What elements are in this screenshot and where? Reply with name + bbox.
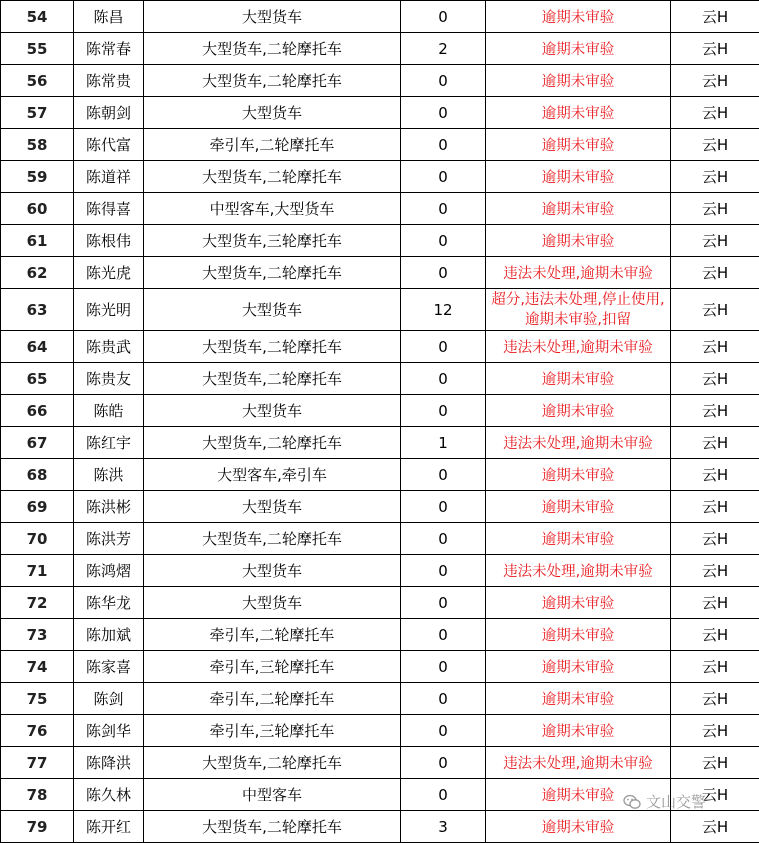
penalty-points: 1 (401, 427, 486, 459)
row-number: 55 (1, 33, 74, 65)
license-class: 中型客车 (144, 779, 401, 811)
table-row (1, 65, 759, 97)
penalty-points: 0 (401, 1, 486, 33)
table-row (1, 289, 759, 331)
driver-name: 陈降洪 (74, 747, 144, 779)
driver-name: 陈光虎 (74, 257, 144, 289)
region-code: 云H (671, 459, 759, 491)
penalty-points: 0 (401, 65, 486, 97)
table-row (1, 161, 759, 193)
table-row (1, 427, 759, 459)
driver-name: 陈代富 (74, 129, 144, 161)
region-code: 云H (671, 363, 759, 395)
license-status: 逾期未审验 (486, 161, 671, 193)
driver-name: 陈朝剑 (74, 97, 144, 129)
driver-name: 陈红宇 (74, 427, 144, 459)
row-number: 57 (1, 97, 74, 129)
region-code: 云H (671, 129, 759, 161)
license-class: 大型货车 (144, 97, 401, 129)
penalty-points: 0 (401, 331, 486, 363)
license-class: 大型货车 (144, 1, 401, 33)
row-number: 64 (1, 331, 74, 363)
row-number: 63 (1, 289, 74, 331)
penalty-points: 0 (401, 161, 486, 193)
table-row (1, 225, 759, 257)
penalty-points: 0 (401, 193, 486, 225)
wechat-icon (623, 794, 641, 810)
penalty-points: 3 (401, 811, 486, 843)
license-status: 逾期未审验 (486, 129, 671, 161)
row-number: 75 (1, 683, 74, 715)
table-row (1, 587, 759, 619)
license-class: 大型货车,二轮摩托车 (144, 33, 401, 65)
license-class: 大型货车,三轮摩托车 (144, 225, 401, 257)
table-row (1, 1, 759, 33)
license-class: 牵引车,二轮摩托车 (144, 619, 401, 651)
table-row (1, 257, 759, 289)
license-status: 违法未处理,逾期未审验 (486, 747, 671, 779)
driver-name: 陈得喜 (74, 193, 144, 225)
license-status: 逾期未审验 (486, 811, 671, 843)
driver-name: 陈常春 (74, 33, 144, 65)
region-code: 云H (671, 523, 759, 555)
driver-name: 陈常贵 (74, 65, 144, 97)
license-class: 大型货车 (144, 587, 401, 619)
license-class: 大型货车,二轮摩托车 (144, 747, 401, 779)
table-body (1, 1, 759, 843)
table-row (1, 97, 759, 129)
row-number: 60 (1, 193, 74, 225)
penalty-points: 0 (401, 363, 486, 395)
table-row (1, 523, 759, 555)
license-class: 大型货车,二轮摩托车 (144, 331, 401, 363)
region-code: 云H (671, 193, 759, 225)
row-number: 71 (1, 555, 74, 587)
row-number: 59 (1, 161, 74, 193)
region-code: 云H (671, 1, 759, 33)
table-row (1, 395, 759, 427)
license-status: 逾期未审验 (486, 683, 671, 715)
license-class: 大型货车 (144, 491, 401, 523)
driver-name: 陈贵友 (74, 363, 144, 395)
row-number: 62 (1, 257, 74, 289)
row-number: 79 (1, 811, 74, 843)
table-row (1, 459, 759, 491)
row-number: 69 (1, 491, 74, 523)
license-status: 逾期未审验 (486, 587, 671, 619)
license-status: 逾期未审验 (486, 395, 671, 427)
license-status: 逾期未审验 (486, 651, 671, 683)
penalty-points: 0 (401, 587, 486, 619)
license-class: 大型货车,二轮摩托车 (144, 257, 401, 289)
driver-name: 陈皓 (74, 395, 144, 427)
table-row (1, 331, 759, 363)
table-row (1, 747, 759, 779)
penalty-points: 0 (401, 651, 486, 683)
region-code: 云H (671, 257, 759, 289)
region-code: 云H (671, 587, 759, 619)
row-number: 58 (1, 129, 74, 161)
row-number: 72 (1, 587, 74, 619)
penalty-points: 0 (401, 97, 486, 129)
license-class: 大型货车,二轮摩托车 (144, 65, 401, 97)
watermark-text: 文山交警 (646, 791, 706, 812)
row-number: 73 (1, 619, 74, 651)
license-status: 逾期未审验 (486, 225, 671, 257)
table-row (1, 363, 759, 395)
license-class: 牵引车,二轮摩托车 (144, 129, 401, 161)
license-class: 大型货车,二轮摩托车 (144, 523, 401, 555)
license-class: 大型客车,牵引车 (144, 459, 401, 491)
region-code: 云H (671, 161, 759, 193)
row-number: 67 (1, 427, 74, 459)
table-row (1, 651, 759, 683)
license-class: 牵引车,二轮摩托车 (144, 683, 401, 715)
row-number: 70 (1, 523, 74, 555)
region-code: 云H (671, 619, 759, 651)
driver-name: 陈洪 (74, 459, 144, 491)
row-number: 68 (1, 459, 74, 491)
driver-name: 陈加斌 (74, 619, 144, 651)
region-code: 云H (671, 395, 759, 427)
penalty-points: 0 (401, 779, 486, 811)
region-code: 云H (671, 33, 759, 65)
license-status: 逾期未审验 (486, 523, 671, 555)
region-code: 云H (671, 427, 759, 459)
table-row (1, 555, 759, 587)
license-status: 逾期未审验 (486, 33, 671, 65)
penalty-points: 12 (401, 289, 486, 331)
penalty-points: 0 (401, 491, 486, 523)
table-row (1, 491, 759, 523)
row-number: 78 (1, 779, 74, 811)
license-class: 大型货车 (144, 395, 401, 427)
region-code: 云H (671, 779, 759, 811)
penalty-points: 0 (401, 459, 486, 491)
license-status: 逾期未审验 (486, 193, 671, 225)
driver-name: 陈昌 (74, 1, 144, 33)
driver-name: 陈鸿熠 (74, 555, 144, 587)
region-code: 云H (671, 555, 759, 587)
region-code: 云H (671, 97, 759, 129)
penalty-points: 0 (401, 225, 486, 257)
penalty-points: 0 (401, 683, 486, 715)
region-code: 云H (671, 651, 759, 683)
license-status: 逾期未审验 (486, 1, 671, 33)
driver-name: 陈家喜 (74, 651, 144, 683)
penalty-points: 0 (401, 257, 486, 289)
license-status: 逾期未审验 (486, 491, 671, 523)
driver-name: 陈道祥 (74, 161, 144, 193)
driver-name: 陈华龙 (74, 587, 144, 619)
license-class: 大型货车 (144, 289, 401, 331)
license-status: 违法未处理,逾期未审验 (486, 331, 671, 363)
license-status: 超分,违法未处理,停止使用,逾期未审验,扣留 (486, 289, 671, 331)
driver-name: 陈剑 (74, 683, 144, 715)
row-number: 77 (1, 747, 74, 779)
license-class: 牵引车,三轮摩托车 (144, 651, 401, 683)
penalty-points: 0 (401, 747, 486, 779)
region-code: 云H (671, 65, 759, 97)
penalty-points: 2 (401, 33, 486, 65)
table-row (1, 33, 759, 65)
driver-name: 陈洪彬 (74, 491, 144, 523)
license-status: 逾期未审验 (486, 65, 671, 97)
driver-name: 陈根伟 (74, 225, 144, 257)
license-class: 大型货车 (144, 555, 401, 587)
table-row (1, 619, 759, 651)
license-status: 逾期未审验 (486, 715, 671, 747)
row-number: 65 (1, 363, 74, 395)
penalty-points: 0 (401, 523, 486, 555)
row-number: 76 (1, 715, 74, 747)
license-status: 逾期未审验 (486, 97, 671, 129)
license-status: 逾期未审验 (486, 619, 671, 651)
region-code: 云H (671, 491, 759, 523)
license-class: 大型货车,二轮摩托车 (144, 161, 401, 193)
license-class: 牵引车,三轮摩托车 (144, 715, 401, 747)
license-status: 逾期未审验 (486, 459, 671, 491)
table-row (1, 715, 759, 747)
license-status: 违法未处理,逾期未审验 (486, 257, 671, 289)
driver-name: 陈久林 (74, 779, 144, 811)
penalty-points: 0 (401, 619, 486, 651)
penalty-points: 0 (401, 129, 486, 161)
row-number: 74 (1, 651, 74, 683)
license-class: 大型货车,二轮摩托车 (144, 427, 401, 459)
region-code: 云H (671, 225, 759, 257)
table-row (1, 193, 759, 225)
license-status: 逾期未审验 (486, 779, 671, 811)
row-number: 66 (1, 395, 74, 427)
license-class: 大型货车,二轮摩托车 (144, 811, 401, 843)
region-code: 云H (671, 683, 759, 715)
penalty-points: 0 (401, 555, 486, 587)
table-row (1, 683, 759, 715)
region-code: 云H (671, 715, 759, 747)
region-code: 云H (671, 747, 759, 779)
region-code: 云H (671, 331, 759, 363)
region-code: 云H (671, 811, 759, 843)
table-row (1, 129, 759, 161)
driver-name: 陈洪芳 (74, 523, 144, 555)
row-number: 56 (1, 65, 74, 97)
row-number: 54 (1, 1, 74, 33)
driver-name: 陈光明 (74, 289, 144, 331)
region-code: 云H (671, 289, 759, 331)
license-status: 违法未处理,逾期未审验 (486, 555, 671, 587)
watermark (623, 791, 706, 812)
penalty-points: 0 (401, 715, 486, 747)
driver-name: 陈开红 (74, 811, 144, 843)
driver-name: 陈剑华 (74, 715, 144, 747)
license-class: 中型客车,大型货车 (144, 193, 401, 225)
row-number: 61 (1, 225, 74, 257)
license-class: 大型货车,二轮摩托车 (144, 363, 401, 395)
penalty-points: 0 (401, 395, 486, 427)
table-row (1, 811, 759, 843)
license-status: 逾期未审验 (486, 363, 671, 395)
driver-name: 陈贵武 (74, 331, 144, 363)
license-status: 违法未处理,逾期未审验 (486, 427, 671, 459)
